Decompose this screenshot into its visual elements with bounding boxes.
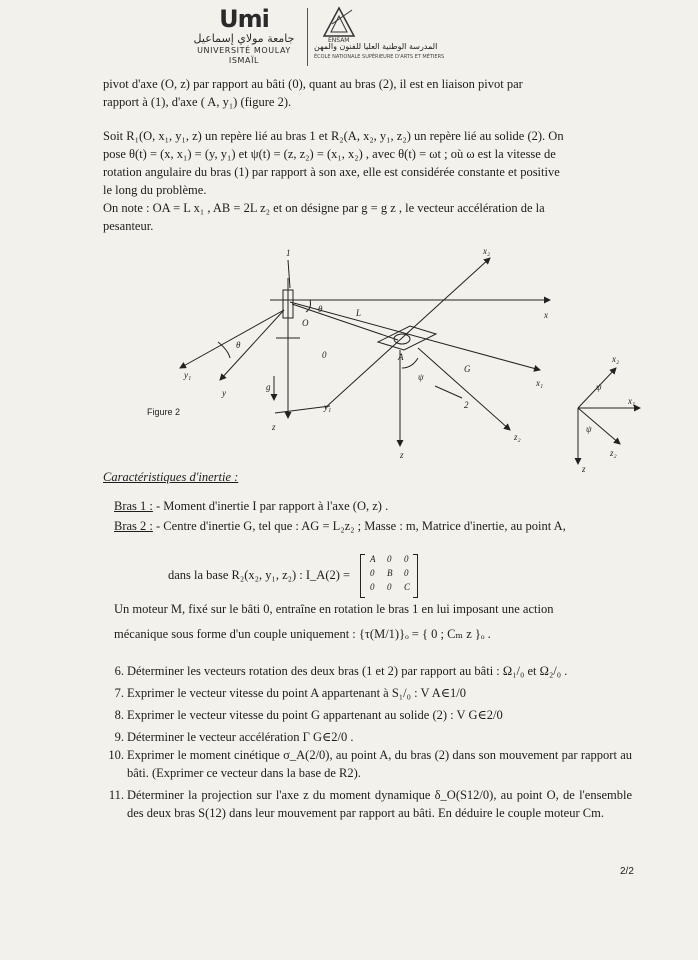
question-10-number: 10. bbox=[108, 748, 124, 762]
ensam-emblem-icon bbox=[314, 4, 474, 44]
bras-1-label: Bras 1 : bbox=[114, 499, 153, 513]
bras-1-text: - Moment d'inertie I par rapport à l'axe (O, z) . bbox=[152, 499, 389, 513]
label-theta: θ bbox=[318, 304, 323, 314]
motor-line-2: mécanique sous forme d'un couple uniquement : {τ(M/1)}ₒ = { 0 ; Cₘ z }ₒ . bbox=[114, 627, 491, 641]
leader-2 bbox=[435, 386, 462, 398]
label-L: L bbox=[356, 308, 362, 318]
mini-label-psi-1: ψ bbox=[596, 382, 602, 392]
university-logo bbox=[188, 6, 300, 66]
intro-line-1: pivot d'axe (O, z) par rapport au bâti (0), quant au bras (2), il est en liaison pivot par bbox=[103, 77, 523, 91]
notation-line-1: On note : OA = L x₁ , AB = 2L z₂ et on désigne par g = g z , le vecteur accélération de la bbox=[103, 201, 545, 215]
mini-z2-axis bbox=[578, 408, 620, 444]
frames-line-2: pose θ(t) = (x, x₁) = (y, y₁) et ψ(t) = (z, z₂) = (x₁, x₂) , avec θ(t) = ωt ; où ω est la vitesse de bbox=[103, 147, 556, 161]
notation-line-2: pesanteur. bbox=[103, 219, 154, 233]
label-y1-left: y₁ bbox=[184, 370, 192, 380]
matrix-bracket-right bbox=[413, 554, 418, 598]
question-7-text: Exprimer le vecteur vitesse du point A appartenant à S₁/₀ : V A∈1/0 bbox=[127, 686, 466, 700]
frames-line-1: Soit R₁(O, x₁, y₁, z) un repère lié au bras 1 et R₂(A, x₂, y₁, z₂) un repère lié au solide (2). On bbox=[103, 129, 564, 143]
label-x1: x₁ bbox=[536, 378, 544, 388]
inertia-matrix bbox=[360, 554, 418, 598]
bras-2-text: - Centre d'inertie G, tel que : AG = L₂z₂ ; Masse : m, Matrice d'inertie, au point A, bbox=[152, 519, 566, 533]
x2-axis bbox=[325, 258, 490, 408]
label-g: g bbox=[266, 382, 271, 392]
school-name-french: ÉCOLE NATIONALE SUPÉRIEURE D'ARTS ET MÉTIERS bbox=[314, 54, 445, 60]
matrix-cell: 0 bbox=[370, 582, 375, 592]
question-9-number: 9. bbox=[114, 730, 124, 744]
umi-logo-mark: Umi bbox=[219, 5, 269, 33]
label-x: x bbox=[544, 310, 548, 320]
inertia-basis-text: dans la base R₂(x₂, y₁, z₂) : I_A(2) = bbox=[168, 568, 351, 582]
label-x2-top: x₂ bbox=[483, 246, 491, 256]
university-name-arabic: جامعة مولاي إسماعيل bbox=[193, 32, 295, 45]
intro-line-2: rapport à (1), d'axe ( A, y₁) (figure 2). bbox=[103, 95, 292, 109]
mini-label-psi-2: ψ bbox=[586, 424, 592, 434]
label-arm-2: 2 bbox=[464, 400, 469, 410]
matrix-bracket-left bbox=[360, 554, 365, 598]
school-logo bbox=[314, 4, 474, 66]
label-theta-left: θ bbox=[236, 340, 241, 350]
university-name-french: UNIVERSITÉ MOULAY ISMAÏL bbox=[197, 46, 291, 65]
bras-1-line bbox=[114, 497, 388, 515]
question-11-text: Déterminer la projection sur l'axe z du moment dynamique δ_O(S12/0), au point O, de l'ensemble des deux bras S(12) dans leur mouvement par rapport au bâti. En déduire le couple moteur Cm. bbox=[127, 788, 632, 820]
question-6-text: Déterminer les vecteurs rotation des deux bras (1 et 2) par rapport au bâti : Ω₁/₀ et Ω₂/₀ . bbox=[127, 664, 568, 678]
question-9-text: Déterminer le vecteur accélération Γ G∈2/0 . bbox=[127, 730, 354, 744]
mini-label-z2: z₂ bbox=[610, 448, 617, 458]
figure-2-mechanism-diagram bbox=[100, 238, 698, 474]
question-10-text: Exprimer le moment cinétique σ_A(2/0), au point A, du bras (2) dans son mouvement par rapport au bâti. (Exprimer ce vecteur dans la base de R2). bbox=[127, 748, 632, 780]
question-7-number: 7. bbox=[114, 686, 124, 700]
label-psi: ψ bbox=[418, 372, 424, 382]
matrix-cell: A bbox=[370, 554, 376, 564]
mini-label-x1: x₁ bbox=[628, 396, 636, 406]
question-11-number: 11. bbox=[108, 788, 124, 802]
matrix-cell: C bbox=[404, 582, 411, 592]
label-O: O bbox=[302, 318, 309, 328]
frames-line-3: rotation angulaire du bras (1) par rapport à son axe, elle est considérée constante et positive bbox=[103, 165, 560, 179]
question-8-text: Exprimer le vecteur vitesse du point G appartenant au solide (2) : V G∈2/0 bbox=[127, 708, 503, 722]
label-G: G bbox=[464, 364, 471, 374]
solid-2-body bbox=[378, 326, 436, 350]
matrix-cell: B bbox=[387, 568, 393, 578]
label-z-A: z bbox=[400, 450, 404, 460]
bras-2-label: Bras 2 : bbox=[114, 519, 153, 533]
x1-axis bbox=[290, 302, 540, 370]
matrix-cell: 0 bbox=[370, 568, 375, 578]
header-divider bbox=[307, 8, 308, 66]
mini-label-z: z bbox=[582, 464, 586, 474]
theta-arc-left bbox=[218, 342, 230, 358]
y1-mid-axis bbox=[275, 406, 330, 413]
question-8-number: 8. bbox=[114, 708, 124, 722]
label-z2: z₂ bbox=[514, 432, 521, 442]
y-axis bbox=[220, 310, 284, 380]
matrix-cell: 0 bbox=[404, 568, 409, 578]
psi-arc bbox=[402, 358, 418, 368]
z2-axis bbox=[418, 348, 510, 430]
label-A: A bbox=[398, 352, 404, 362]
matrix-cell: 0 bbox=[387, 554, 392, 564]
label-y1-mid: y₁ bbox=[324, 402, 332, 412]
school-name-arabic: المدرسة الوطنية العليا للفنون والمهن bbox=[314, 42, 438, 51]
frames-line-4: le long du problème. bbox=[103, 183, 207, 197]
label-arm-1: 1 bbox=[286, 248, 291, 258]
page-number: 2/2 bbox=[620, 866, 634, 877]
matrix-cell: 0 bbox=[404, 554, 409, 564]
inertia-title: Caractéristiques d'inertie : bbox=[103, 470, 239, 484]
figure-caption: Figure 2 bbox=[147, 407, 181, 417]
school-logo-text: ENSAM bbox=[328, 37, 350, 44]
question-6-number: 6. bbox=[114, 664, 124, 678]
motor-line-1: Un moteur M, fixé sur le bâti 0, entraîne en rotation le bras 1 en lui imposant une action bbox=[114, 602, 554, 616]
mini-label-x2: x₂ bbox=[612, 354, 620, 364]
label-z-O: z bbox=[272, 422, 276, 432]
label-y: y bbox=[222, 388, 226, 398]
label-frame-0: 0 bbox=[322, 350, 327, 360]
matrix-cell: 0 bbox=[387, 582, 392, 592]
y1-axis bbox=[180, 310, 284, 368]
bras-2-line bbox=[114, 517, 566, 535]
